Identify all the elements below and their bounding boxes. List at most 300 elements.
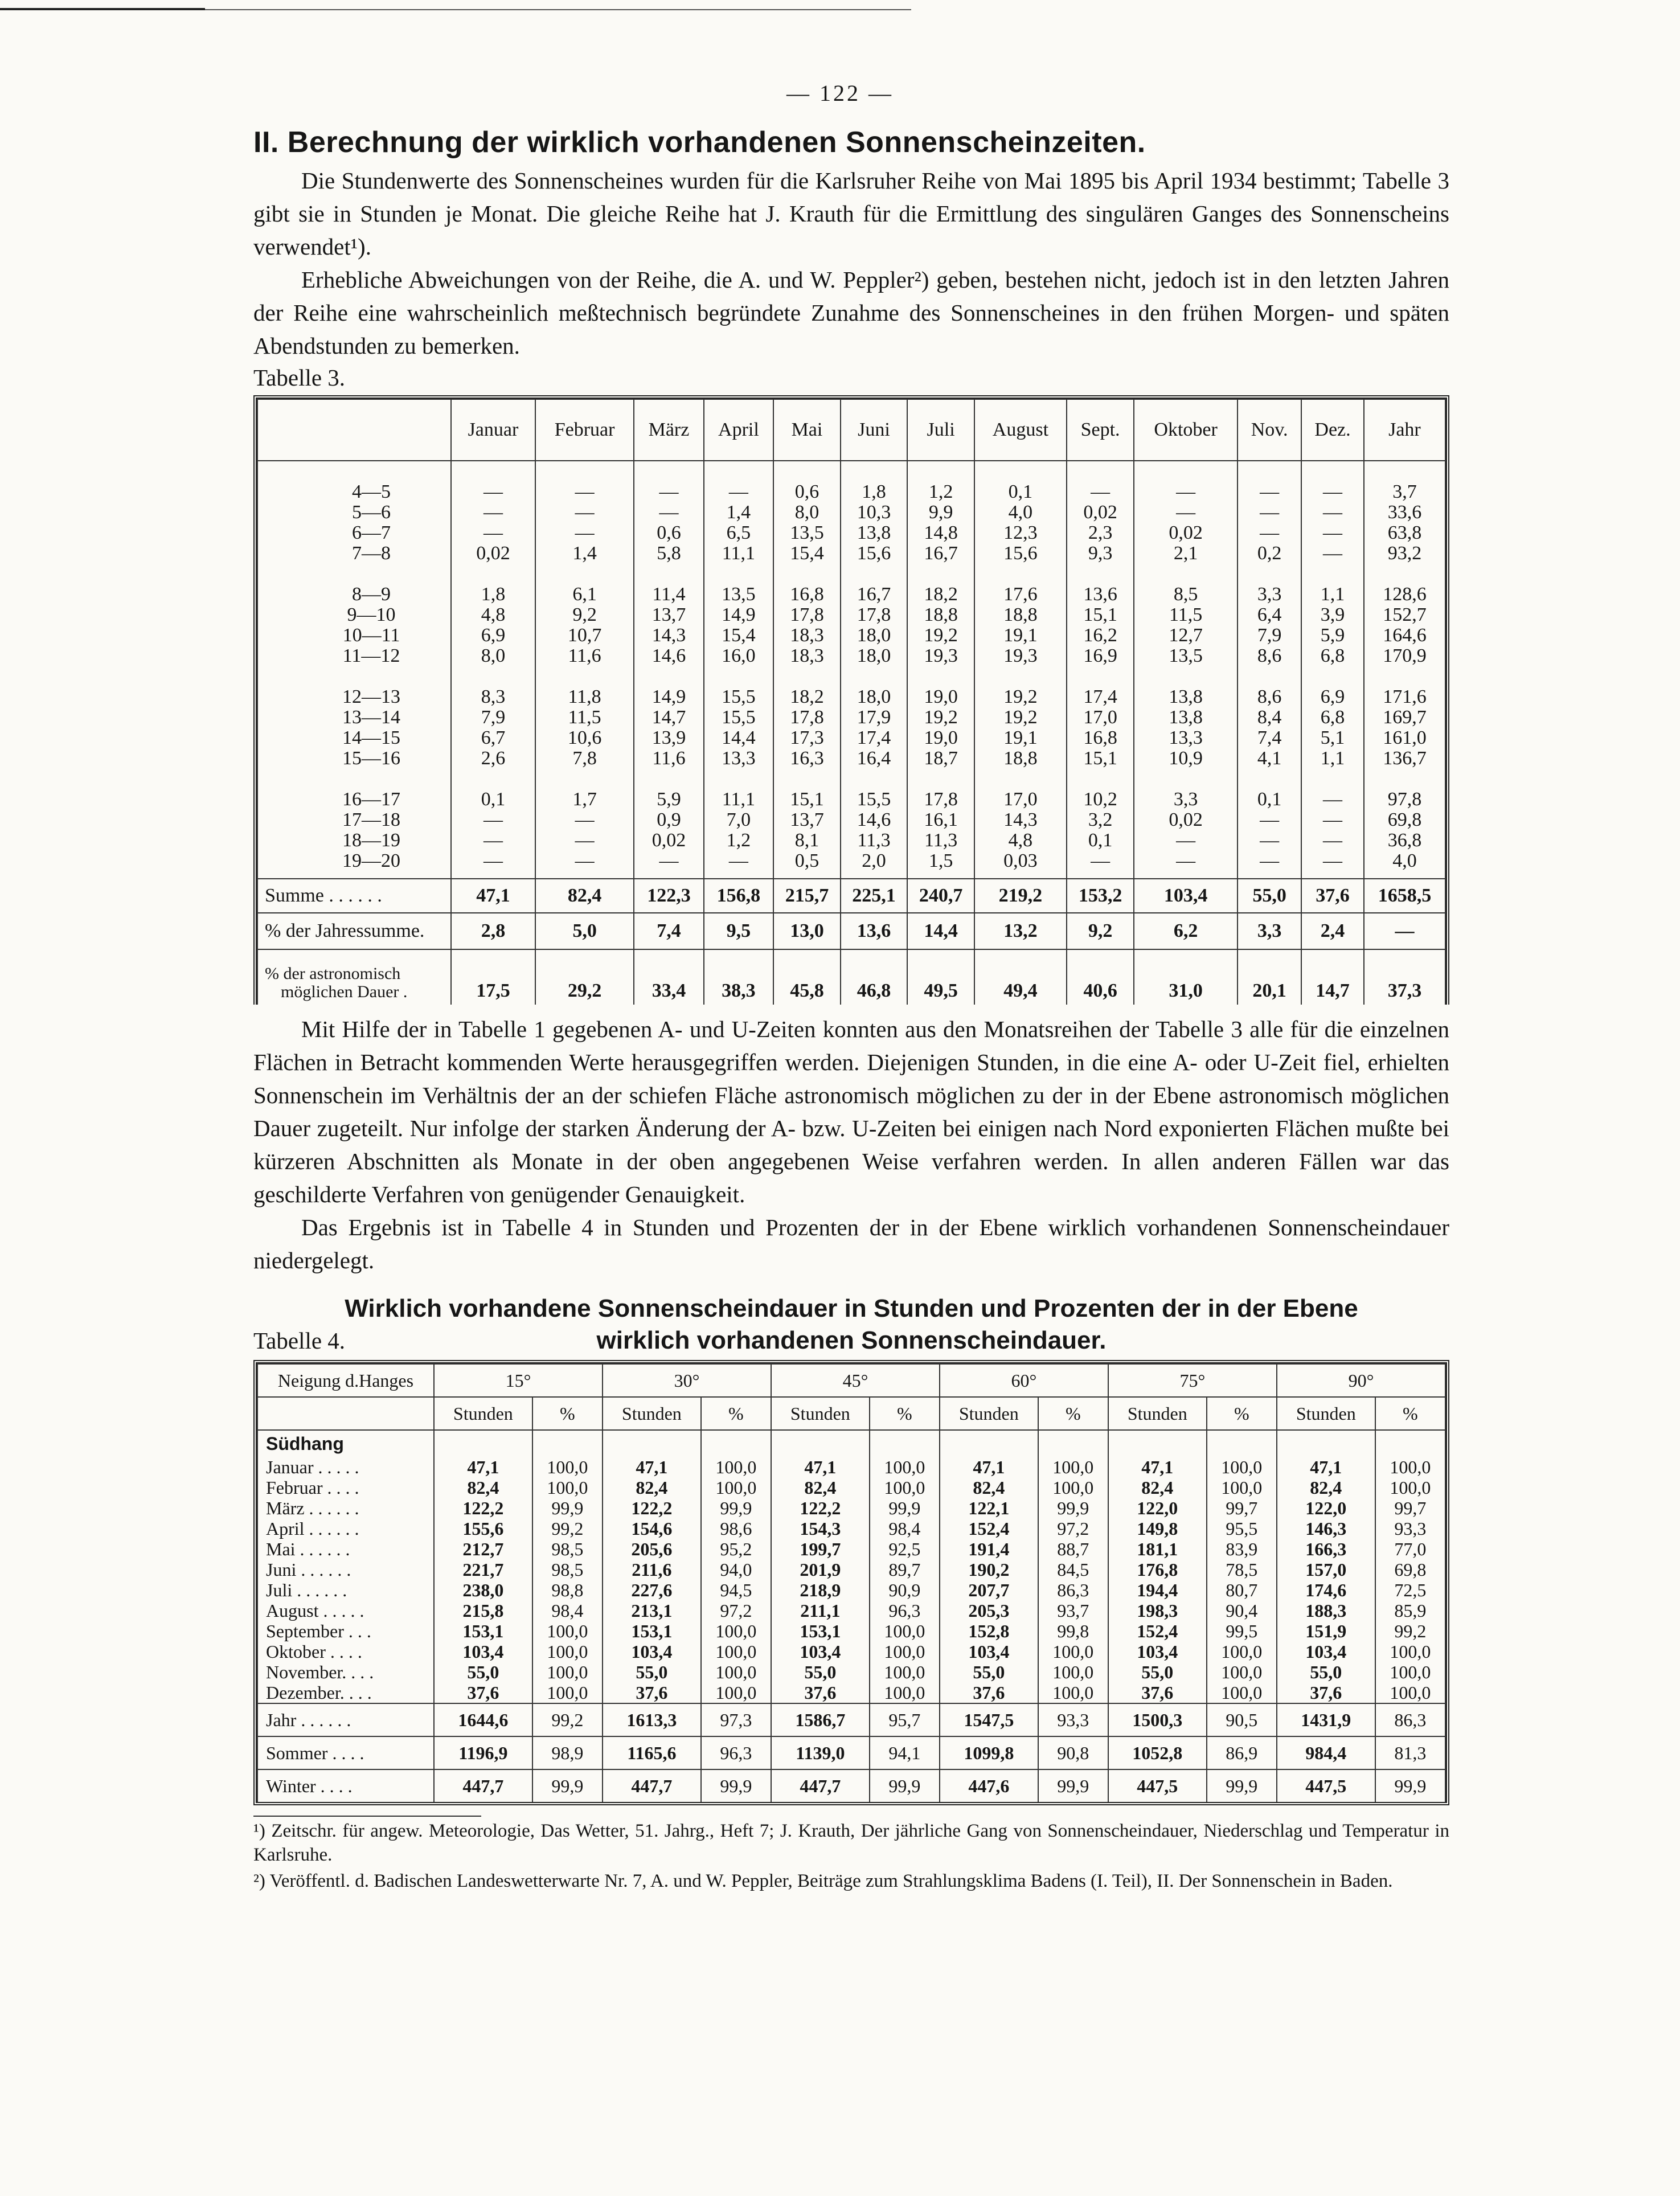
- table3-cell: 63,8: [1364, 523, 1445, 543]
- table3-hour-label: 11—12: [257, 646, 451, 666]
- table4-aggregate-cell: 96,3: [701, 1736, 771, 1769]
- table3-cell: 164,6: [1364, 625, 1445, 646]
- table4-cell: 85,9: [1375, 1600, 1445, 1621]
- table3-cell: 5,9: [1301, 625, 1364, 646]
- table3-cell: 5,1: [1301, 728, 1364, 748]
- table3-frame: [253, 395, 1449, 1005]
- table4-aggregate-cell: 447,6: [940, 1769, 1038, 1802]
- table4-cell: 90,9: [870, 1580, 940, 1600]
- table3-spacer-cell: [1301, 871, 1364, 879]
- table3-cell: 0,5: [773, 851, 841, 871]
- table4-cell: 122,2: [603, 1498, 701, 1518]
- table4-cell: 47,1: [603, 1457, 701, 1477]
- table3-hour-label: 19—20: [257, 851, 451, 871]
- table3-spacer-cell: [1364, 564, 1445, 584]
- table3-cell: —: [1301, 830, 1364, 851]
- table4-cell: 122,0: [1277, 1498, 1375, 1518]
- table4-month-label: Juli . . . . . .: [257, 1580, 434, 1600]
- table3-cell: —: [1238, 523, 1301, 543]
- table4-cell: 100,0: [1038, 1682, 1108, 1703]
- table4-row: [257, 1641, 1445, 1662]
- table4-cell: 100,0: [532, 1641, 603, 1662]
- table3-spacer-cell: [257, 769, 451, 789]
- table3-cell: 8,0: [451, 646, 535, 666]
- table4-cell: 100,0: [870, 1477, 940, 1498]
- table3-cell: —: [1301, 482, 1364, 502]
- table3-cell: 15,6: [841, 543, 908, 564]
- table3-cell: 15,5: [841, 789, 908, 810]
- table3-cell: 18,3: [773, 625, 841, 646]
- table3-cell: 152,7: [1364, 605, 1445, 625]
- table3-cell: 16,9: [1067, 646, 1134, 666]
- table3-col-header: Jahr: [1364, 399, 1445, 461]
- table3-cell: 0,1: [974, 482, 1067, 502]
- table3-cell: 14,4: [704, 728, 773, 748]
- table3-cell: 6,5: [704, 523, 773, 543]
- table3-prozent-label: % der Jahressumme.: [257, 913, 451, 949]
- table4-aggregate-cell: 1586,7: [771, 1703, 870, 1736]
- table4-cell: 103,4: [1108, 1641, 1207, 1662]
- table3-cell: 7,0: [704, 810, 773, 830]
- table4-frame: [253, 1360, 1449, 1805]
- table3-row: [257, 810, 1445, 830]
- table4-cell: 37,6: [771, 1682, 870, 1703]
- table3-summe-cell: 47,1: [451, 879, 535, 913]
- table3-cell: 0,6: [634, 523, 703, 543]
- table3-cell: 69,8: [1364, 810, 1445, 830]
- table3-spacer-row: [257, 871, 1445, 879]
- table4-cell: 100,0: [701, 1662, 771, 1682]
- table4-cell: 55,0: [603, 1662, 701, 1682]
- table3-cell: —: [451, 830, 535, 851]
- table3-summe-cell: 82,4: [535, 879, 634, 913]
- table3-spacer-cell: [773, 769, 841, 789]
- table3-spacer-row: [257, 461, 1445, 482]
- table4-cell: 100,0: [1207, 1662, 1277, 1682]
- table4-cell: 212,7: [434, 1539, 532, 1559]
- table3-prozent-cell: —: [1364, 913, 1445, 949]
- table3-summe-cell: 1658,5: [1364, 879, 1445, 913]
- table3-spacer-cell: [907, 564, 974, 584]
- table3-spacer-cell: [451, 769, 535, 789]
- table4-heading-line1: Wirklich vorhandene Sonnenscheindauer in Stunden und Prozenten der in der Ebene: [345, 1294, 1358, 1322]
- table3-cell: —: [634, 502, 703, 523]
- table4-month-label: Dezember. . . .: [257, 1682, 434, 1703]
- table4-cell: 207,7: [940, 1580, 1038, 1600]
- table3-spacer-cell: [1238, 564, 1301, 584]
- table3-cell: 15,5: [704, 707, 773, 728]
- table3-hour-label: 16—17: [257, 789, 451, 810]
- table4-aggregate-cell: 447,5: [1108, 1769, 1207, 1802]
- table4-row: [257, 1662, 1445, 1682]
- table4-aggregate-label: Winter . . . .: [257, 1769, 434, 1802]
- table3-cell: 16,4: [841, 748, 908, 769]
- table3-spacer-cell: [634, 461, 703, 482]
- table4-aggregate-row: [257, 1769, 1445, 1802]
- table3-cell: —: [451, 810, 535, 830]
- table3-hour-label: 10—11: [257, 625, 451, 646]
- table3-cell: 19,3: [907, 646, 974, 666]
- table4-aggregate-cell: 1099,8: [940, 1736, 1038, 1769]
- table4-cell: 146,3: [1277, 1518, 1375, 1539]
- top-rule-thin: [205, 9, 911, 10]
- table3-cell: 17,0: [974, 789, 1067, 810]
- table3-spacer-cell: [451, 564, 535, 584]
- table3-astro-cell: 46,8: [841, 949, 908, 1005]
- table4-cell: 94,0: [701, 1559, 771, 1580]
- table3-spacer-row: [257, 564, 1445, 584]
- table3-cell: 4,0: [1364, 851, 1445, 871]
- table4-cell: 47,1: [1108, 1457, 1207, 1477]
- table4-spacer-cell: [1375, 1430, 1445, 1457]
- table3-cell: 17,9: [841, 707, 908, 728]
- table3-cell: 6,8: [1301, 707, 1364, 728]
- table4-cell: 90,4: [1207, 1600, 1277, 1621]
- table3-cell: 17,4: [1067, 687, 1134, 707]
- table4-cell: 205,3: [940, 1600, 1038, 1621]
- table3-label: Tabelle 3.: [253, 364, 346, 391]
- table3-cell: 11,6: [535, 646, 634, 666]
- table3-cell: —: [535, 830, 634, 851]
- table3-cell: 7,4: [1238, 728, 1301, 748]
- table3-cell: 3,9: [1301, 605, 1364, 625]
- table4-cell: 98,6: [701, 1518, 771, 1539]
- table4-cell: 198,3: [1108, 1600, 1207, 1621]
- table3-cell: 18,2: [907, 584, 974, 605]
- table3-cell: 3,2: [1067, 810, 1134, 830]
- table3-summe-row: [257, 879, 1445, 913]
- table4-cell: 152,4: [1108, 1621, 1207, 1641]
- table4-aggregate-cell: 98,9: [532, 1736, 603, 1769]
- table4-row: [257, 1457, 1445, 1477]
- table4-aggregate-row: [257, 1703, 1445, 1736]
- table4-cell: 98,5: [532, 1559, 603, 1580]
- table4-cell: 80,7: [1207, 1580, 1277, 1600]
- table4-cell: 100,0: [1375, 1682, 1445, 1703]
- table4-month-label: Februar . . . .: [257, 1477, 434, 1498]
- table3-astro-cell: 14,7: [1301, 949, 1364, 1005]
- table3-row: [257, 728, 1445, 748]
- table4-aggregate-cell: 984,4: [1277, 1736, 1375, 1769]
- table3-cell: 0,03: [974, 851, 1067, 871]
- paragraph-3: Mit Hilfe der in Tabelle 1 gegebenen A- und U-Zeiten konnten aus den Monatsreihen der Tabelle 3 alle für die einzelnen Flächen in Betracht kommenden Werte herausgegriffen werden. Diejenigen Stunden, in die eine A- oder U-Zeit fiel, erhielten Sonnenschein im Verhältnis der an der schiefen Fläche astronomisch möglichen zu der in der Ebene astronomisch möglichen Dauer zugeteilt. Nur infolge der starken Änderung der A- bzw. U-Zeiten bei einigen nach Nord exponierten Flächen mußte bei kürzeren Abschnitten als Monate in der oben angegebenen Weise verfahren werden. In allen anderen Fällen war das geschilderte Verfahren von genügender Genauigkeit.: [253, 1016, 1449, 1207]
- table3-astro-row: [257, 949, 1445, 1005]
- table3-cell: 171,6: [1364, 687, 1445, 707]
- table3-spacer-cell: [451, 666, 535, 687]
- table3-cell: 18,7: [907, 748, 974, 769]
- table4-cell: 122,2: [434, 1498, 532, 1518]
- table3-spacer-cell: [1134, 871, 1238, 879]
- table3-spacer-cell: [634, 769, 703, 789]
- table4-cell: 95,5: [1207, 1518, 1277, 1539]
- table3-row: [257, 523, 1445, 543]
- table4-heading-line2-wrap: [253, 1325, 1449, 1357]
- table3-cell: 6,9: [1301, 687, 1364, 707]
- table3-cell: 0,2: [1238, 543, 1301, 564]
- table3-cell: 18,8: [907, 605, 974, 625]
- table3-spacer-cell: [1364, 461, 1445, 482]
- table4-hang-label: Südhang: [257, 1430, 434, 1457]
- table4-cell: 93,3: [1375, 1518, 1445, 1539]
- table4-spacer-cell: [1038, 1430, 1108, 1457]
- table3-hour-label: 15—16: [257, 748, 451, 769]
- table3-row: [257, 605, 1445, 625]
- table3-cell: 11,8: [535, 687, 634, 707]
- table3-cell: 17,8: [773, 605, 841, 625]
- table3-cell: 10,9: [1134, 748, 1238, 769]
- table3-cell: —: [1301, 502, 1364, 523]
- table4-aggregate-cell: 99,9: [701, 1769, 771, 1802]
- table4-cell: 99,7: [1375, 1498, 1445, 1518]
- table3-cell: 11,5: [1134, 605, 1238, 625]
- table3-cell: 15,1: [773, 789, 841, 810]
- table4-month-label: Juni . . . . . .: [257, 1559, 434, 1580]
- table4-cell: 100,0: [1038, 1457, 1108, 1477]
- table3-spacer-cell: [1067, 564, 1134, 584]
- table4-cell: 103,4: [940, 1641, 1038, 1662]
- table3-col-header: Januar: [451, 399, 535, 461]
- table3-cell: 8,5: [1134, 584, 1238, 605]
- table3-cell: 11,6: [634, 748, 703, 769]
- table4-aggregate-cell: 447,5: [1277, 1769, 1375, 1802]
- table4-cell: 154,3: [771, 1518, 870, 1539]
- table4-sub-pct: %: [1207, 1397, 1277, 1430]
- table4-cell: 201,9: [771, 1559, 870, 1580]
- table3-spacer-cell: [773, 564, 841, 584]
- table3-cell: 6,1: [535, 584, 634, 605]
- table3-cell: 9,3: [1067, 543, 1134, 564]
- table3-hour-label: 18—19: [257, 830, 451, 851]
- table4-aggregate-cell: 99,9: [1207, 1769, 1277, 1802]
- table4-cell: 152,4: [940, 1518, 1038, 1539]
- table4-aggregate-cell: 1165,6: [603, 1736, 701, 1769]
- table3-cell: 1,5: [907, 851, 974, 871]
- table3-cell: 0,02: [451, 543, 535, 564]
- table3-spacer-cell: [257, 666, 451, 687]
- table3-cell: 128,6: [1364, 584, 1445, 605]
- table4-cell: 100,0: [532, 1621, 603, 1641]
- table4-row: [257, 1580, 1445, 1600]
- table3-cell: 2,1: [1134, 543, 1238, 564]
- table4-cell: 99,9: [701, 1498, 771, 1518]
- table4-month-label: August . . . . .: [257, 1600, 434, 1621]
- table4-cell: 92,5: [870, 1539, 940, 1559]
- table4-cell: 99,2: [532, 1518, 603, 1539]
- table3-cell: 19,1: [974, 625, 1067, 646]
- table3-cell: —: [1134, 830, 1238, 851]
- table3-summe-label: Summe . . . . . .: [257, 879, 451, 913]
- table3-cell: 16,8: [773, 584, 841, 605]
- table3-row: [257, 646, 1445, 666]
- table3-cell: 4,8: [974, 830, 1067, 851]
- table3-row: [257, 830, 1445, 851]
- table3-spacer-cell: [257, 871, 451, 879]
- table3-cell: 6,9: [451, 625, 535, 646]
- table3-spacer-cell: [1134, 564, 1238, 584]
- table3-cell: —: [1238, 830, 1301, 851]
- table4-cell: 100,0: [1375, 1641, 1445, 1662]
- table4-cell: 100,0: [532, 1662, 603, 1682]
- table4-cell: 157,0: [1277, 1559, 1375, 1580]
- table4-cell: 103,4: [603, 1641, 701, 1662]
- table3-spacer-cell: [1364, 769, 1445, 789]
- table3-cell: —: [1301, 789, 1364, 810]
- table3-spacer-cell: [535, 461, 634, 482]
- table3-cell: —: [535, 502, 634, 523]
- table4-cell: 93,7: [1038, 1600, 1108, 1621]
- table3-hour-label: 12—13: [257, 687, 451, 707]
- table4-aggregate-cell: 447,7: [771, 1769, 870, 1802]
- table4-cell: 47,1: [940, 1457, 1038, 1477]
- table4-month-label: November. . . .: [257, 1662, 434, 1682]
- table3-cell: 93,2: [1364, 543, 1445, 564]
- table3-cell: —: [1301, 810, 1364, 830]
- table3-cell: 11,3: [841, 830, 908, 851]
- table4-sub-stunden: Stunden: [940, 1397, 1038, 1430]
- table4-spacer-cell: [1207, 1430, 1277, 1457]
- table4-angle-header: 60°: [940, 1364, 1108, 1397]
- table3-cell: 2,3: [1067, 523, 1134, 543]
- paragraph-1: Die Stundenwerte des Sonnenscheines wurden für die Karlsruher Reihe von Mai 1895 bis April 1934 bestimmt; Tabelle 3 gibt sie in Stunden je Monat. Die gleiche Reihe hat J. Krauth für die Ermittlung des singulären Ganges des Sonnenscheins verwendet¹).: [253, 167, 1449, 260]
- table3-spacer-cell: [704, 564, 773, 584]
- table3-col-header: Oktober: [1134, 399, 1238, 461]
- table4-cell: 215,8: [434, 1600, 532, 1621]
- table4-cell: 55,0: [434, 1662, 532, 1682]
- table3-astro-label: [257, 949, 451, 1005]
- table3-cell: —: [704, 851, 773, 871]
- table3-cell: 6,8: [1301, 646, 1364, 666]
- table3-header-row: [257, 399, 1445, 461]
- table3-spacer-cell: [704, 666, 773, 687]
- table4-cell: 176,8: [1108, 1559, 1207, 1580]
- table3-summe-cell: 219,2: [974, 879, 1067, 913]
- table3-cell: 19,2: [907, 707, 974, 728]
- table3-cell: —: [535, 523, 634, 543]
- table4-month-label: Januar . . . . .: [257, 1457, 434, 1477]
- table3-spacer-cell: [1301, 564, 1364, 584]
- table3-cell: 13,5: [1134, 646, 1238, 666]
- table3-summe-cell: 215,7: [773, 879, 841, 913]
- table4-cell: 190,2: [940, 1559, 1038, 1580]
- table3-spacer-cell: [841, 769, 908, 789]
- table3-cell: 19,0: [907, 687, 974, 707]
- table4-spacer-cell: [434, 1430, 532, 1457]
- table4-aggregate-cell: 1500,3: [1108, 1703, 1207, 1736]
- table4-aggregate-cell: 81,3: [1375, 1736, 1445, 1769]
- table3-spacer-cell: [1364, 871, 1445, 879]
- table3-cell: —: [1067, 482, 1134, 502]
- table3-prozent-cell: 14,4: [907, 913, 974, 949]
- table4-cell: 98,4: [870, 1518, 940, 1539]
- table3-cell: 16,8: [1067, 728, 1134, 748]
- table3-cell: 8,4: [1238, 707, 1301, 728]
- table4-cell: 211,1: [771, 1600, 870, 1621]
- table4-cell: 174,6: [1277, 1580, 1375, 1600]
- table3-spacer-cell: [773, 666, 841, 687]
- table4-cell: 99,2: [1375, 1621, 1445, 1641]
- table4-cell: 82,4: [771, 1477, 870, 1498]
- table3-cell: 169,7: [1364, 707, 1445, 728]
- section-title: II. Berechnung der wirklich vorhandenen Sonnenscheinzeiten.: [253, 126, 1146, 159]
- table3-cell: 136,7: [1364, 748, 1445, 769]
- table4-sub-stunden: Stunden: [434, 1397, 532, 1430]
- table3-cell: 14,9: [704, 605, 773, 625]
- table3-prozent-cell: 13,0: [773, 913, 841, 949]
- table3-spacer-cell: [535, 769, 634, 789]
- table3-spacer-cell: [1301, 666, 1364, 687]
- table4: [257, 1363, 1446, 1802]
- table3-spacer-cell: [841, 666, 908, 687]
- table3-cell: 9,9: [907, 502, 974, 523]
- table4-cell: 99,5: [1207, 1621, 1277, 1641]
- table3-astro-cell: 20,1: [1238, 949, 1301, 1005]
- table3-cell: —: [1301, 851, 1364, 871]
- table4-cell: 82,4: [1108, 1477, 1207, 1498]
- table3-cell: 13,7: [773, 810, 841, 830]
- table3-prozent-cell: 2,4: [1301, 913, 1364, 949]
- table4-cell: 218,9: [771, 1580, 870, 1600]
- table3-cell: 14,9: [634, 687, 703, 707]
- table3-cell: 6,7: [451, 728, 535, 748]
- table4-cell: 153,1: [771, 1621, 870, 1641]
- table3-cell: 1,8: [841, 482, 908, 502]
- table3-cell: 12,3: [974, 523, 1067, 543]
- table3-cell: —: [1134, 502, 1238, 523]
- table3-cell: 8,3: [451, 687, 535, 707]
- table3-col-header: Juni: [841, 399, 908, 461]
- table3-cell: 17,0: [1067, 707, 1134, 728]
- table3-spacer-cell: [1364, 666, 1445, 687]
- table4-cell: 100,0: [1375, 1477, 1445, 1498]
- table3-prozent-cell: 13,2: [974, 913, 1067, 949]
- table3-cell: 14,8: [907, 523, 974, 543]
- table3-astro-cell: 17,5: [451, 949, 535, 1005]
- table4-cell: 37,6: [940, 1682, 1038, 1703]
- table4-cell: 37,6: [434, 1682, 532, 1703]
- table4-cell: 69,8: [1375, 1559, 1445, 1580]
- table4-aggregate-cell: 1613,3: [603, 1703, 701, 1736]
- table3-cell: 13,8: [1134, 687, 1238, 707]
- table3-cell: 4,8: [451, 605, 535, 625]
- table4-cell: 122,2: [771, 1498, 870, 1518]
- table3-hour-label: 17—18: [257, 810, 451, 830]
- table4-cell: 122,1: [940, 1498, 1038, 1518]
- table3-prozent-row: [257, 913, 1445, 949]
- table3-col-header: Mai: [773, 399, 841, 461]
- table3-spacer-cell: [704, 769, 773, 789]
- table3-summe-cell: 240,7: [907, 879, 974, 913]
- table3-astro-cell: 38,3: [704, 949, 773, 1005]
- table3-col-header: März: [634, 399, 703, 461]
- table3-corner: [257, 399, 451, 461]
- table3-cell: 15,1: [1067, 748, 1134, 769]
- table3-cell: 0,02: [1067, 502, 1134, 523]
- page-content: [253, 125, 1449, 1893]
- table3-spacer-cell: [773, 871, 841, 879]
- table3-cell: —: [1067, 851, 1134, 871]
- table3-cell: 15,4: [704, 625, 773, 646]
- table3-row: [257, 707, 1445, 728]
- table4-cell: 100,0: [701, 1641, 771, 1662]
- paragraph-2: Erhebliche Abweichungen von der Reihe, die A. und W. Peppler²) geben, bestehen nicht, jedoch ist in den letzten Jahren der Reihe eine wahrscheinlich meßtechnisch begründete Zunahme des Sonnenscheines in den frühen Morgen- und späten Abendstunden zu bemerken.: [253, 267, 1449, 359]
- table4-cell: 103,4: [771, 1641, 870, 1662]
- table4-cell: 99,9: [532, 1498, 603, 1518]
- table4-cell: 97,2: [701, 1600, 771, 1621]
- table3-cell: 3,7: [1364, 482, 1445, 502]
- table4-month-label: Mai . . . . . .: [257, 1539, 434, 1559]
- table4-row: [257, 1559, 1445, 1580]
- table3-spacer-cell: [974, 666, 1067, 687]
